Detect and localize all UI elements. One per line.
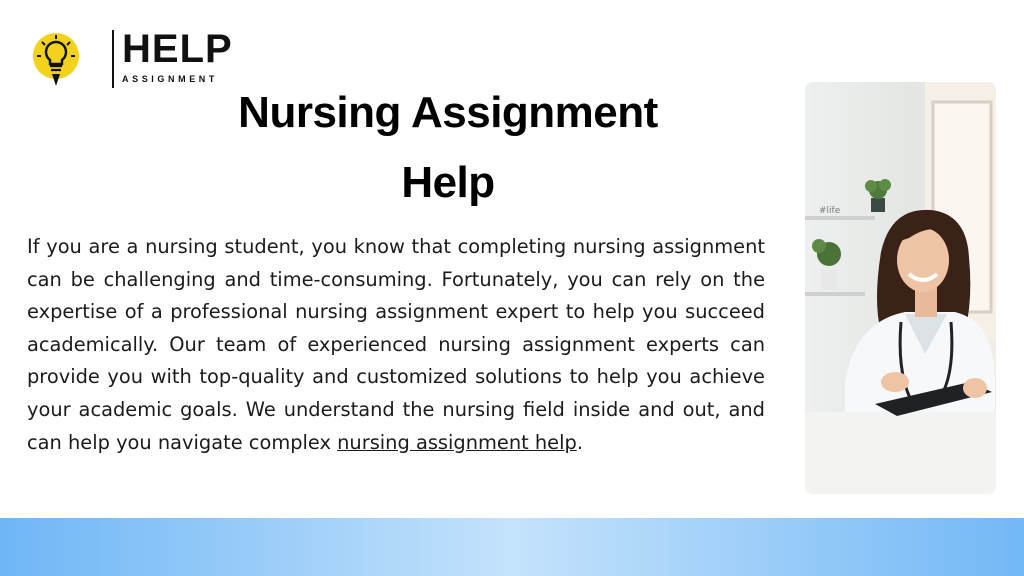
logo-wordmark: HELP xyxy=(122,27,233,71)
paragraph-period: . xyxy=(576,430,583,454)
nurse-illustration xyxy=(805,82,996,494)
nurse-photo xyxy=(805,82,996,494)
paragraph-text: If you are a nursing student, you know that completing nursing assignment can be challenging and time-consuming. Fortunately, you can rely on the expertise of a professional nursing assignment expert to help you succeed academically. Our team of experienced nursing assignment experts can provide you with top-quality and customized solutions to help you achieve your academic goals. We understand the nursing field inside and out, and can help you navigate complex xyxy=(27,235,765,454)
logo-subtitle: ASSIGNMENT xyxy=(122,74,219,84)
title-line-2: Help xyxy=(401,158,495,207)
logo-divider xyxy=(112,30,114,88)
nursing-assignment-help-link[interactable]: nursing assignment help xyxy=(337,430,577,454)
page-title xyxy=(180,78,716,218)
body-paragraph xyxy=(27,231,765,459)
lightbulb-pen-icon xyxy=(30,30,82,90)
footer-gradient-band xyxy=(0,518,1024,576)
shelf-label: #life xyxy=(819,206,841,216)
title-line-1: Nursing Assignment xyxy=(238,88,658,137)
